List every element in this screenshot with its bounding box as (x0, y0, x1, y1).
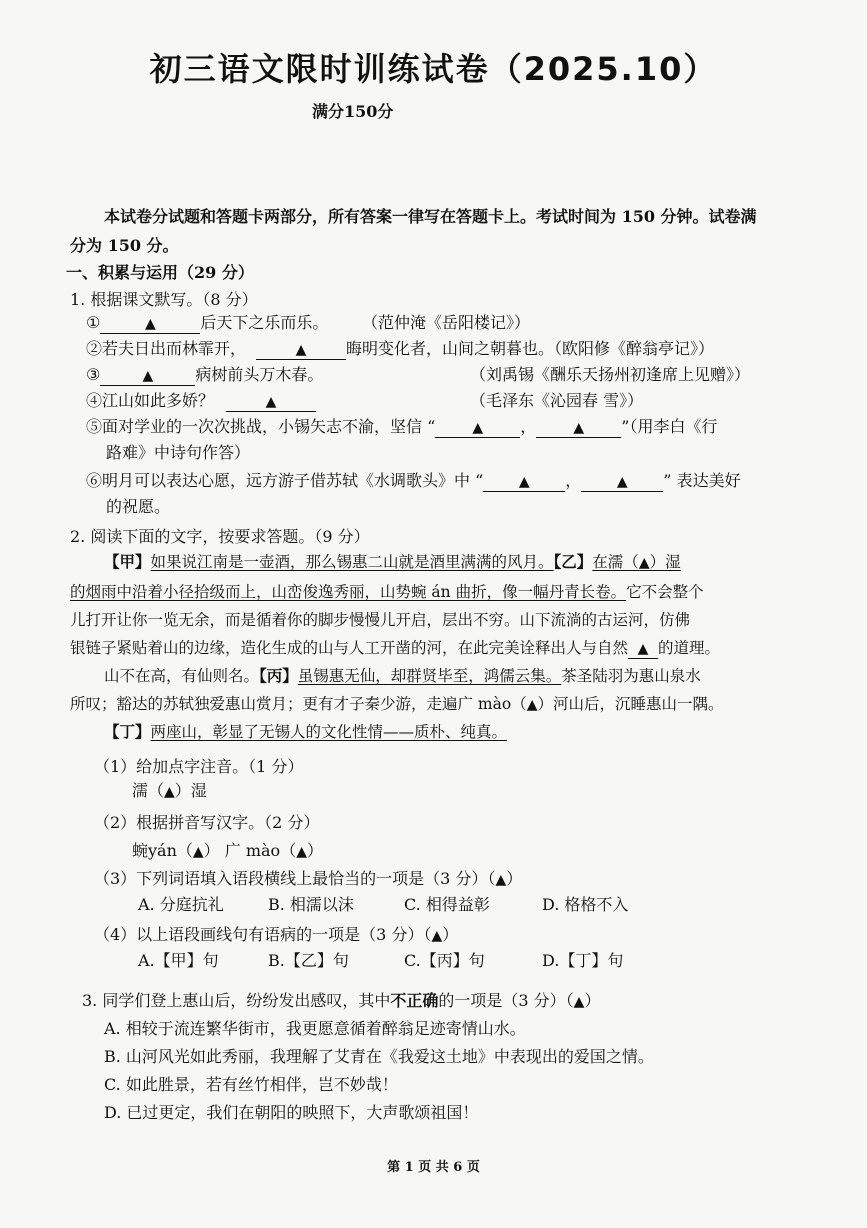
q2-sub3-option-c: C. 相得益彰 (404, 895, 490, 914)
text: 的道理。 (658, 639, 721, 657)
triangle-marker: ▲ (164, 784, 175, 800)
item-text: 病树前头万木春。 (195, 365, 324, 384)
item-text: ” 表达美好 (663, 471, 741, 490)
score-note: 满分150分 (312, 102, 394, 121)
triangle-marker: ▲ (431, 928, 443, 944)
answer-blank (226, 393, 316, 412)
comma: ， (565, 471, 582, 490)
triangle-marker: ▲ (495, 872, 507, 888)
q1-item-1 (86, 310, 328, 334)
text: 茶圣陆羽为惠山泉水 (561, 667, 701, 685)
answer-blank (628, 640, 658, 659)
triangle-marker: ▲ (573, 420, 585, 436)
item-text: ⑤面对学业的一次次挑战，小锡矢志不渝，坚信 “ (86, 417, 436, 436)
intro-line-1: 本试卷分试题和答题卡两部分，所有答案一律写在答题卡上。考试时间为 150 分钟。试卷满 (104, 207, 757, 226)
label-ding: 【丁】 (104, 722, 151, 741)
q3-stem (82, 988, 600, 1011)
q1-item-2 (86, 336, 714, 360)
passage-line-3: 儿打开让你一览无余，而是循着你的脚步慢慢儿开启，层出不穷。山下流淌的古运河，仿佛 (70, 611, 691, 629)
section-heading: 一、积累与运用（29 分） (66, 263, 254, 282)
underlined-sentence-yi-start (592, 553, 680, 571)
item-text: ④江山如此多娇？ (86, 391, 215, 410)
triangle-marker: ▲ (518, 474, 530, 490)
answer-blank (536, 419, 621, 438)
item-number: ① (86, 313, 101, 332)
q1-item-5-cont: 路难》中诗句作答） (106, 443, 251, 462)
text: 3. 同学们登上惠山后，纷纷发出感叹，其中 (82, 991, 391, 1010)
q3-option-a: A. 相较于流连繁华街市，我更愿意循着醉翁足迹寄情山水。 (104, 1019, 526, 1038)
triangle-marker: ▲ (638, 555, 650, 571)
text: ） (442, 925, 459, 944)
q3-option-d: D. 已过更定，我们在朝阳的映照下，大声歌颂祖国！ (104, 1103, 479, 1122)
triangle-marker: ▲ (616, 474, 628, 490)
q1-item-6 (86, 468, 741, 492)
q2-sub4-option-d: D.【丁】句 (542, 951, 624, 970)
text: 濡（ (132, 781, 165, 800)
passage-line-4 (70, 636, 720, 659)
underlined-sentence-bing: 虽锡惠无仙，却群贤毕至，鸿儒云集。 (297, 667, 562, 685)
label-yi: 【乙】 (553, 552, 593, 571)
item-text: 晦明变化者，山间之朝暮也。（欧阳修《醉翁亭记》） (346, 339, 715, 358)
text: 所叹；豁达的苏轼独爱惠山赏月；更有才子秦少游，走遍广 mào（ (70, 695, 527, 713)
answer-blank (100, 367, 195, 386)
q1-stem: 1. 根据课文默写。（8 分） (70, 290, 258, 309)
label-bing: 【丙】 (259, 666, 298, 685)
text: 山不在高，有仙则名。 (104, 667, 260, 685)
underlined-sentence-jia: 如果说江南是一壶酒，那么锡惠二山就是酒里满满的风月。 (150, 553, 554, 571)
q3-option-b: B. 山河风光如此秀丽，我理解了艾青在《我爱这土地》中表现出的爱国之情。 (104, 1047, 654, 1066)
q2-sub3-option-a: A. 分庭抗礼 (138, 895, 224, 914)
answer-blank (435, 419, 520, 438)
q2-sub4-option-b: B.【乙】句 (268, 951, 349, 970)
q2-sub4-option-c: C.【丙】句 (404, 951, 485, 970)
text: 蜿yán（ (132, 841, 193, 860)
passage-line-1 (104, 550, 681, 572)
triangle-marker: ▲ (144, 316, 156, 332)
triangle-marker: ▲ (265, 394, 277, 410)
emphasis: 不正确 (390, 991, 439, 1010)
triangle-marker: ▲ (296, 844, 307, 860)
q3-option-c: C. 如此胜景，若有丝竹相伴，岂不妙哉！ (104, 1075, 398, 1094)
item-text: 后天下之乐而乐。 (200, 313, 329, 332)
item-text: ⑥明月可以表达心愿，远方游子借苏轼《水调歌头》中 “ (86, 471, 484, 490)
page-footer: 第 1 页 共 6 页 (387, 1160, 480, 1175)
answer-blank (483, 473, 565, 492)
text: （4）以上语段画线句有语病的一项是（3 分）（ (94, 925, 432, 944)
q1-item-4 (86, 388, 316, 412)
passage-line-7 (104, 720, 507, 742)
item-number: ③ (86, 365, 101, 384)
text: ）湿 (649, 553, 681, 571)
answer-blank (581, 473, 663, 492)
q1-item-5 (86, 414, 717, 438)
triangle-marker: ▲ (142, 368, 154, 384)
text: 的一项是（3 分）（ (438, 991, 574, 1010)
label-jia: 【甲】 (104, 552, 151, 571)
page-title: 初三语文限时训练试卷（2025.10） (149, 50, 718, 88)
passage-line-5 (104, 664, 701, 686)
q2-sub3-stem (94, 866, 522, 889)
text: （3）下列词语填入语段横线上最恰当的一项是（3 分）（ (94, 869, 496, 888)
underlined-sentence-yi: 的烟雨中沿着小径拾级而上，山峦俊逸秀丽，山势蜿 án 曲折，像一幅丹青长卷。 (70, 583, 627, 601)
q2-sub2-item (132, 838, 323, 861)
q2-sub4-stem (94, 922, 458, 945)
triangle-marker: ▲ (295, 342, 307, 358)
text: ） (584, 991, 601, 1010)
q2-sub2-stem: （2）根据拼音写汉字。（2 分） (94, 813, 320, 832)
q1-item-1-source: （范仲淹《岳阳楼记》） (362, 313, 531, 332)
triangle-marker: ▲ (573, 994, 585, 1010)
q1-item-6-cont: 的祝愿。 (106, 497, 171, 516)
q1-item-3-source: （刘禹锡《酬乐天扬州初逢席上见赠》） (470, 365, 751, 384)
underlined-sentence-ding: 两座山，彰显了无锡人的文化性情——质朴、纯真。 (150, 723, 508, 741)
q2-sub3-option-d: D. 格格不入 (542, 895, 629, 914)
triangle-marker: ▲ (637, 641, 649, 657)
comma: ， (520, 417, 537, 436)
text: 银链子紧贴着山的边缘，造化生成的山与人工开凿的河，在此完美诠释出人与自然 (70, 639, 629, 657)
triangle-marker: ▲ (192, 844, 204, 860)
item-text: ②若夫日出而林霏开， (86, 339, 247, 358)
q1-item-3 (86, 362, 323, 386)
q2-sub1-stem: （1）给加点字注音。（1 分） (94, 757, 304, 776)
answer-blank (100, 315, 200, 334)
text: ）河山后，沉睡惠山一隅。 (537, 695, 724, 713)
text: ） (306, 841, 323, 860)
text: 在濡（ (592, 553, 639, 571)
q2-stem: 2. 阅读下面的文字，按要求答题。（9 分） (70, 527, 370, 546)
passage-line-2 (70, 580, 704, 602)
q2-sub4-option-a: A.【甲】句 (138, 951, 219, 970)
triangle-marker: ▲ (472, 420, 484, 436)
intro-line-2: 分为 150 分。 (70, 236, 179, 255)
triangle-marker: ▲ (526, 697, 538, 713)
q2-sub3-option-b: B. 相濡以沫 (268, 895, 354, 914)
q1-item-4-source: （毛泽东《沁园春 雪》） (470, 391, 644, 410)
text: ） 广 mào（ (203, 841, 297, 860)
passage-line-6 (70, 692, 724, 714)
text: ） (506, 869, 523, 888)
text: ）湿 (174, 781, 207, 800)
answer-blank (256, 341, 346, 360)
q2-sub1-item (132, 778, 207, 801)
text: 它不会整个 (626, 583, 704, 601)
item-text: ”（用李白《行 (621, 417, 718, 436)
